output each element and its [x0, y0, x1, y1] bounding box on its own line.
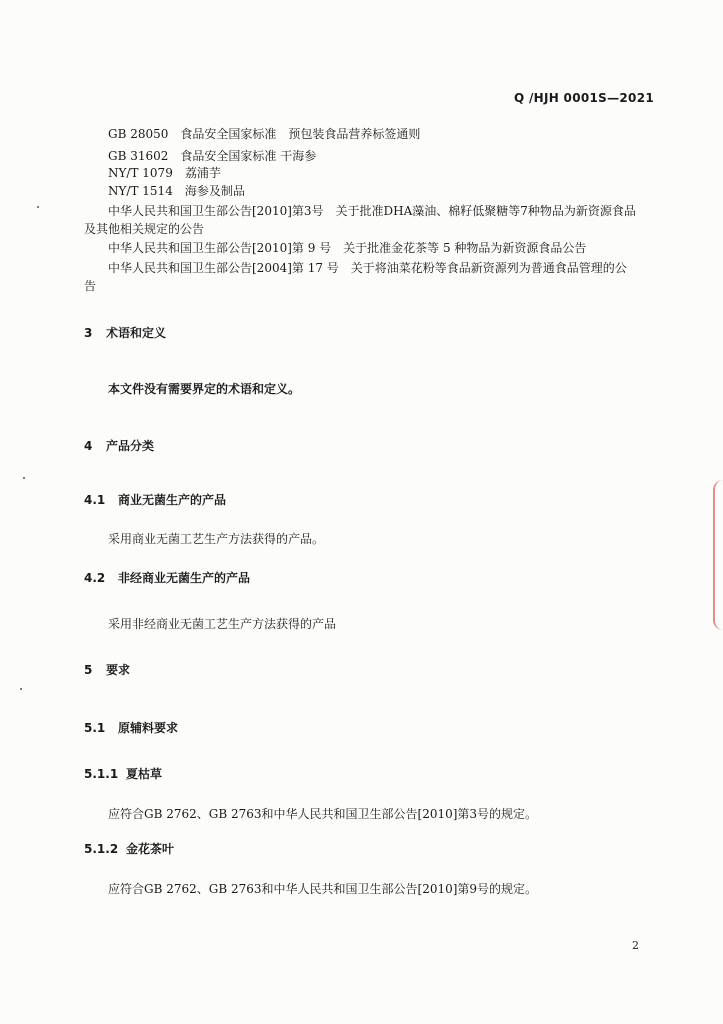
- page-number: 2: [632, 939, 639, 952]
- scan-speck: [20, 688, 22, 690]
- reference-item: GB 31602 食品安全国家标准 干海参: [108, 149, 317, 163]
- subsection-heading: [84, 569, 250, 586]
- scan-speck: [37, 206, 39, 208]
- section-body: 本文件没有需要界定的术语和定义。: [108, 382, 301, 396]
- standard-code: Q /HJH 0001S—2021: [513, 91, 654, 105]
- section-number: 3: [84, 326, 93, 340]
- reference-item-continuation: 告: [84, 279, 97, 293]
- section-heading: [84, 324, 166, 341]
- section-body: 应符合GB 2762、GB 2763和中华人民共和国卫生部公告[2010]第3号的规定。: [108, 807, 538, 821]
- subsection-heading: [84, 491, 226, 508]
- section-title: 商业无菌生产的产品: [118, 493, 227, 507]
- seal-stamp-edge: [713, 480, 723, 630]
- section-title: 夏枯草: [126, 767, 163, 781]
- section-number: 5.1: [84, 721, 106, 735]
- section-number: 5.1.1: [84, 767, 119, 781]
- section-title: 产品分类: [106, 439, 155, 453]
- section-number: 4.2: [84, 571, 106, 585]
- reference-item-continuation: 及其他相关规定的公告: [84, 222, 205, 236]
- section-title: 原辅料要求: [118, 721, 179, 735]
- section-body: 采用非经商业无菌工艺生产方法获得的产品: [108, 617, 337, 631]
- subsection-heading: [84, 719, 178, 736]
- reference-item: NY/T 1514 海参及制品: [108, 184, 245, 198]
- section-heading: [84, 661, 130, 678]
- reference-item: 中华人民共和国卫生部公告[2004]第 17 号 关于将油菜花粉等食品新资源列为普通食品管理的公: [108, 261, 627, 275]
- section-number: 4: [84, 439, 93, 453]
- reference-item: 中华人民共和国卫生部公告[2010]第 9 号 关于批准金花茶等 5 种物品为新资源食品公告: [108, 241, 587, 255]
- section-title: 金花茶叶: [126, 842, 175, 856]
- subsubsection-heading: [84, 840, 174, 857]
- reference-item: GB 28050 食品安全国家标准 预包装食品营养标签通则: [108, 127, 421, 141]
- scan-speck: [23, 477, 25, 479]
- reference-item: 中华人民共和国卫生部公告[2010]第3号 关于批准DHA藻油、棉籽低聚糖等7种物品为新资源食品: [108, 204, 636, 218]
- section-title: 术语和定义: [106, 326, 167, 340]
- section-number: 5.1.2: [84, 842, 119, 856]
- section-title: 要求: [106, 663, 131, 677]
- section-number: 5: [84, 663, 93, 677]
- section-body: 采用商业无菌工艺生产方法获得的产品。: [108, 532, 325, 546]
- section-heading: [84, 437, 154, 454]
- section-title: 非经商业无菌生产的产品: [118, 571, 251, 585]
- reference-item: NY/T 1079 荔浦芋: [108, 166, 221, 180]
- section-body: 应符合GB 2762、GB 2763和中华人民共和国卫生部公告[2010]第9号的规定。: [108, 882, 538, 896]
- section-number: 4.1: [84, 493, 106, 507]
- subsubsection-heading: [84, 765, 162, 782]
